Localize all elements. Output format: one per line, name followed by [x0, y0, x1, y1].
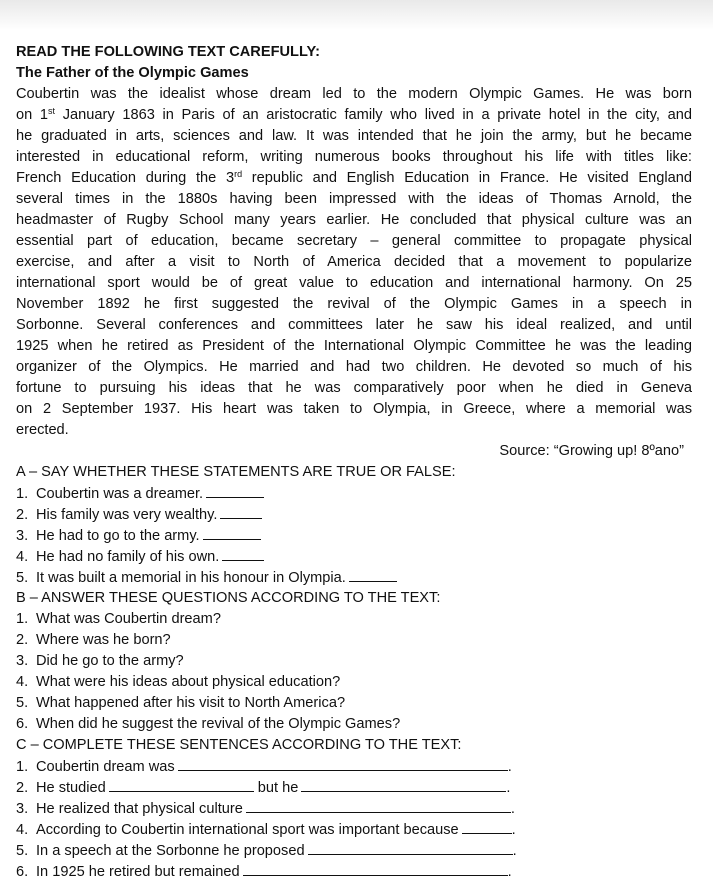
- paragraph-line: headmaster of Rugby School many years earlier. He concluded that physical culture was an: [16, 212, 692, 228]
- top-shadow-bar: [0, 0, 713, 30]
- paragraph-line: 1925 when he retired as President of the International Olympic Committee he was the leading: [16, 338, 692, 354]
- paragraph-line: he graduated in arts, sciences and law. It was intended that he join the army, but he became: [16, 128, 692, 144]
- paragraph-line: several times in the 1880s having been impressed with the ideas of Thomas Arnold, the: [16, 191, 692, 207]
- completion-item: 3. He realized that physical culture .: [16, 798, 692, 819]
- true-false-item: 5. It was built a memorial in his honour in Olympia.: [16, 567, 692, 588]
- question-item: 3. Did he go to the army?: [16, 653, 184, 669]
- answer-blank[interactable]: [349, 567, 397, 582]
- question-item: 6. When did he suggest the revival of the Olympic Games?: [16, 716, 401, 732]
- answer-blank[interactable]: [222, 546, 264, 561]
- answer-blank[interactable]: [462, 819, 512, 834]
- true-false-item: 3. He had to go to the army.: [16, 525, 692, 546]
- completion-item: 6. In 1925 he retired but remained .: [16, 861, 692, 882]
- answer-blank[interactable]: [246, 798, 511, 813]
- question-item: 2. Where was he born?: [16, 632, 171, 648]
- answer-blank[interactable]: [301, 777, 506, 792]
- section-a-title: A – SAY WHETHER THESE STATEMENTS ARE TRUE OR FALSE:: [16, 464, 456, 480]
- completion-item: 1. Coubertin dream was .: [16, 756, 692, 777]
- answer-blank[interactable]: [203, 525, 261, 540]
- paragraph-line: on 1st January 1863 in Paris of an aristocratic family who lived in a private hotel in the city, and: [16, 106, 693, 123]
- completion-item: 5. In a speech at the Sorbonne he proposed .: [16, 840, 692, 861]
- paragraph-line: French Education during the 3rd republic and English Education in France. He visited England: [16, 169, 692, 186]
- answer-blank[interactable]: [178, 756, 508, 771]
- paragraph-line: on 2 September 1937. His heart was taken to Olympia, in Greece, where a memorial was: [16, 401, 692, 417]
- paragraph-line: exercise, and after a visit to North of America decided that a movement to popularize: [16, 254, 692, 270]
- section-c-title: C – COMPLETE THESE SENTENCES ACCORDING TO THE TEXT:: [16, 737, 462, 753]
- worksheet: [16, 42, 692, 882]
- paragraph-line: international sport would be of great value to education and international harmony. On 25: [16, 275, 692, 291]
- paragraph-line: Coubertin was the idealist whose dream led to the modern Olympic Games. He was born: [16, 86, 692, 102]
- reading-paragraph: [16, 84, 692, 441]
- answer-blank[interactable]: [109, 777, 254, 792]
- answer-blank[interactable]: [206, 483, 264, 498]
- true-false-item: 1. Coubertin was a dreamer.: [16, 483, 692, 504]
- question-item: 4. What were his ideas about physical education?: [16, 674, 341, 690]
- answer-blank[interactable]: [243, 861, 508, 876]
- section-b-title: B – ANSWER THESE QUESTIONS ACCORDING TO THE TEXT:: [16, 590, 441, 606]
- answer-blank[interactable]: [220, 504, 262, 519]
- paragraph-line: November 1892 he first suggested the revival of the Olympic Games in a speech in: [16, 296, 692, 312]
- completion-item: 4. According to Coubertin international sport was important because .: [16, 819, 692, 840]
- paragraph-line: essential part of education, became secretary – general committee to propagate physical: [16, 233, 692, 249]
- source-citation: Source: “Growing up! 8ºano”: [499, 443, 684, 459]
- question-item: 5. What happened after his visit to North America?: [16, 695, 346, 711]
- worksheet-heading: READ THE FOLLOWING TEXT CAREFULLY:: [16, 44, 321, 60]
- paragraph-line: erected.: [16, 422, 69, 438]
- true-false-item: 4. He had no family of his own.: [16, 546, 692, 567]
- paragraph-line: interested in educational reform, writing numerous books throughout his life with titles like:: [16, 149, 692, 165]
- completion-item: 2. He studied but he .: [16, 777, 692, 798]
- text-title: The Father of the Olympic Games: [16, 65, 249, 81]
- question-item: 1. What was Coubertin dream?: [16, 611, 221, 627]
- true-false-item: 2. His family was very wealthy.: [16, 504, 692, 525]
- paragraph-line: organizer of the Olympics. He married and had two children. He devoted so much of his: [16, 359, 692, 375]
- paragraph-line: fortune to pursuing his ideas that he was comparatively poor when he died in Geneva: [16, 380, 692, 396]
- paragraph-line: Sorbonne. Several conferences and committees later he saw his ideal realized, and until: [16, 317, 692, 333]
- answer-blank[interactable]: [308, 840, 513, 855]
